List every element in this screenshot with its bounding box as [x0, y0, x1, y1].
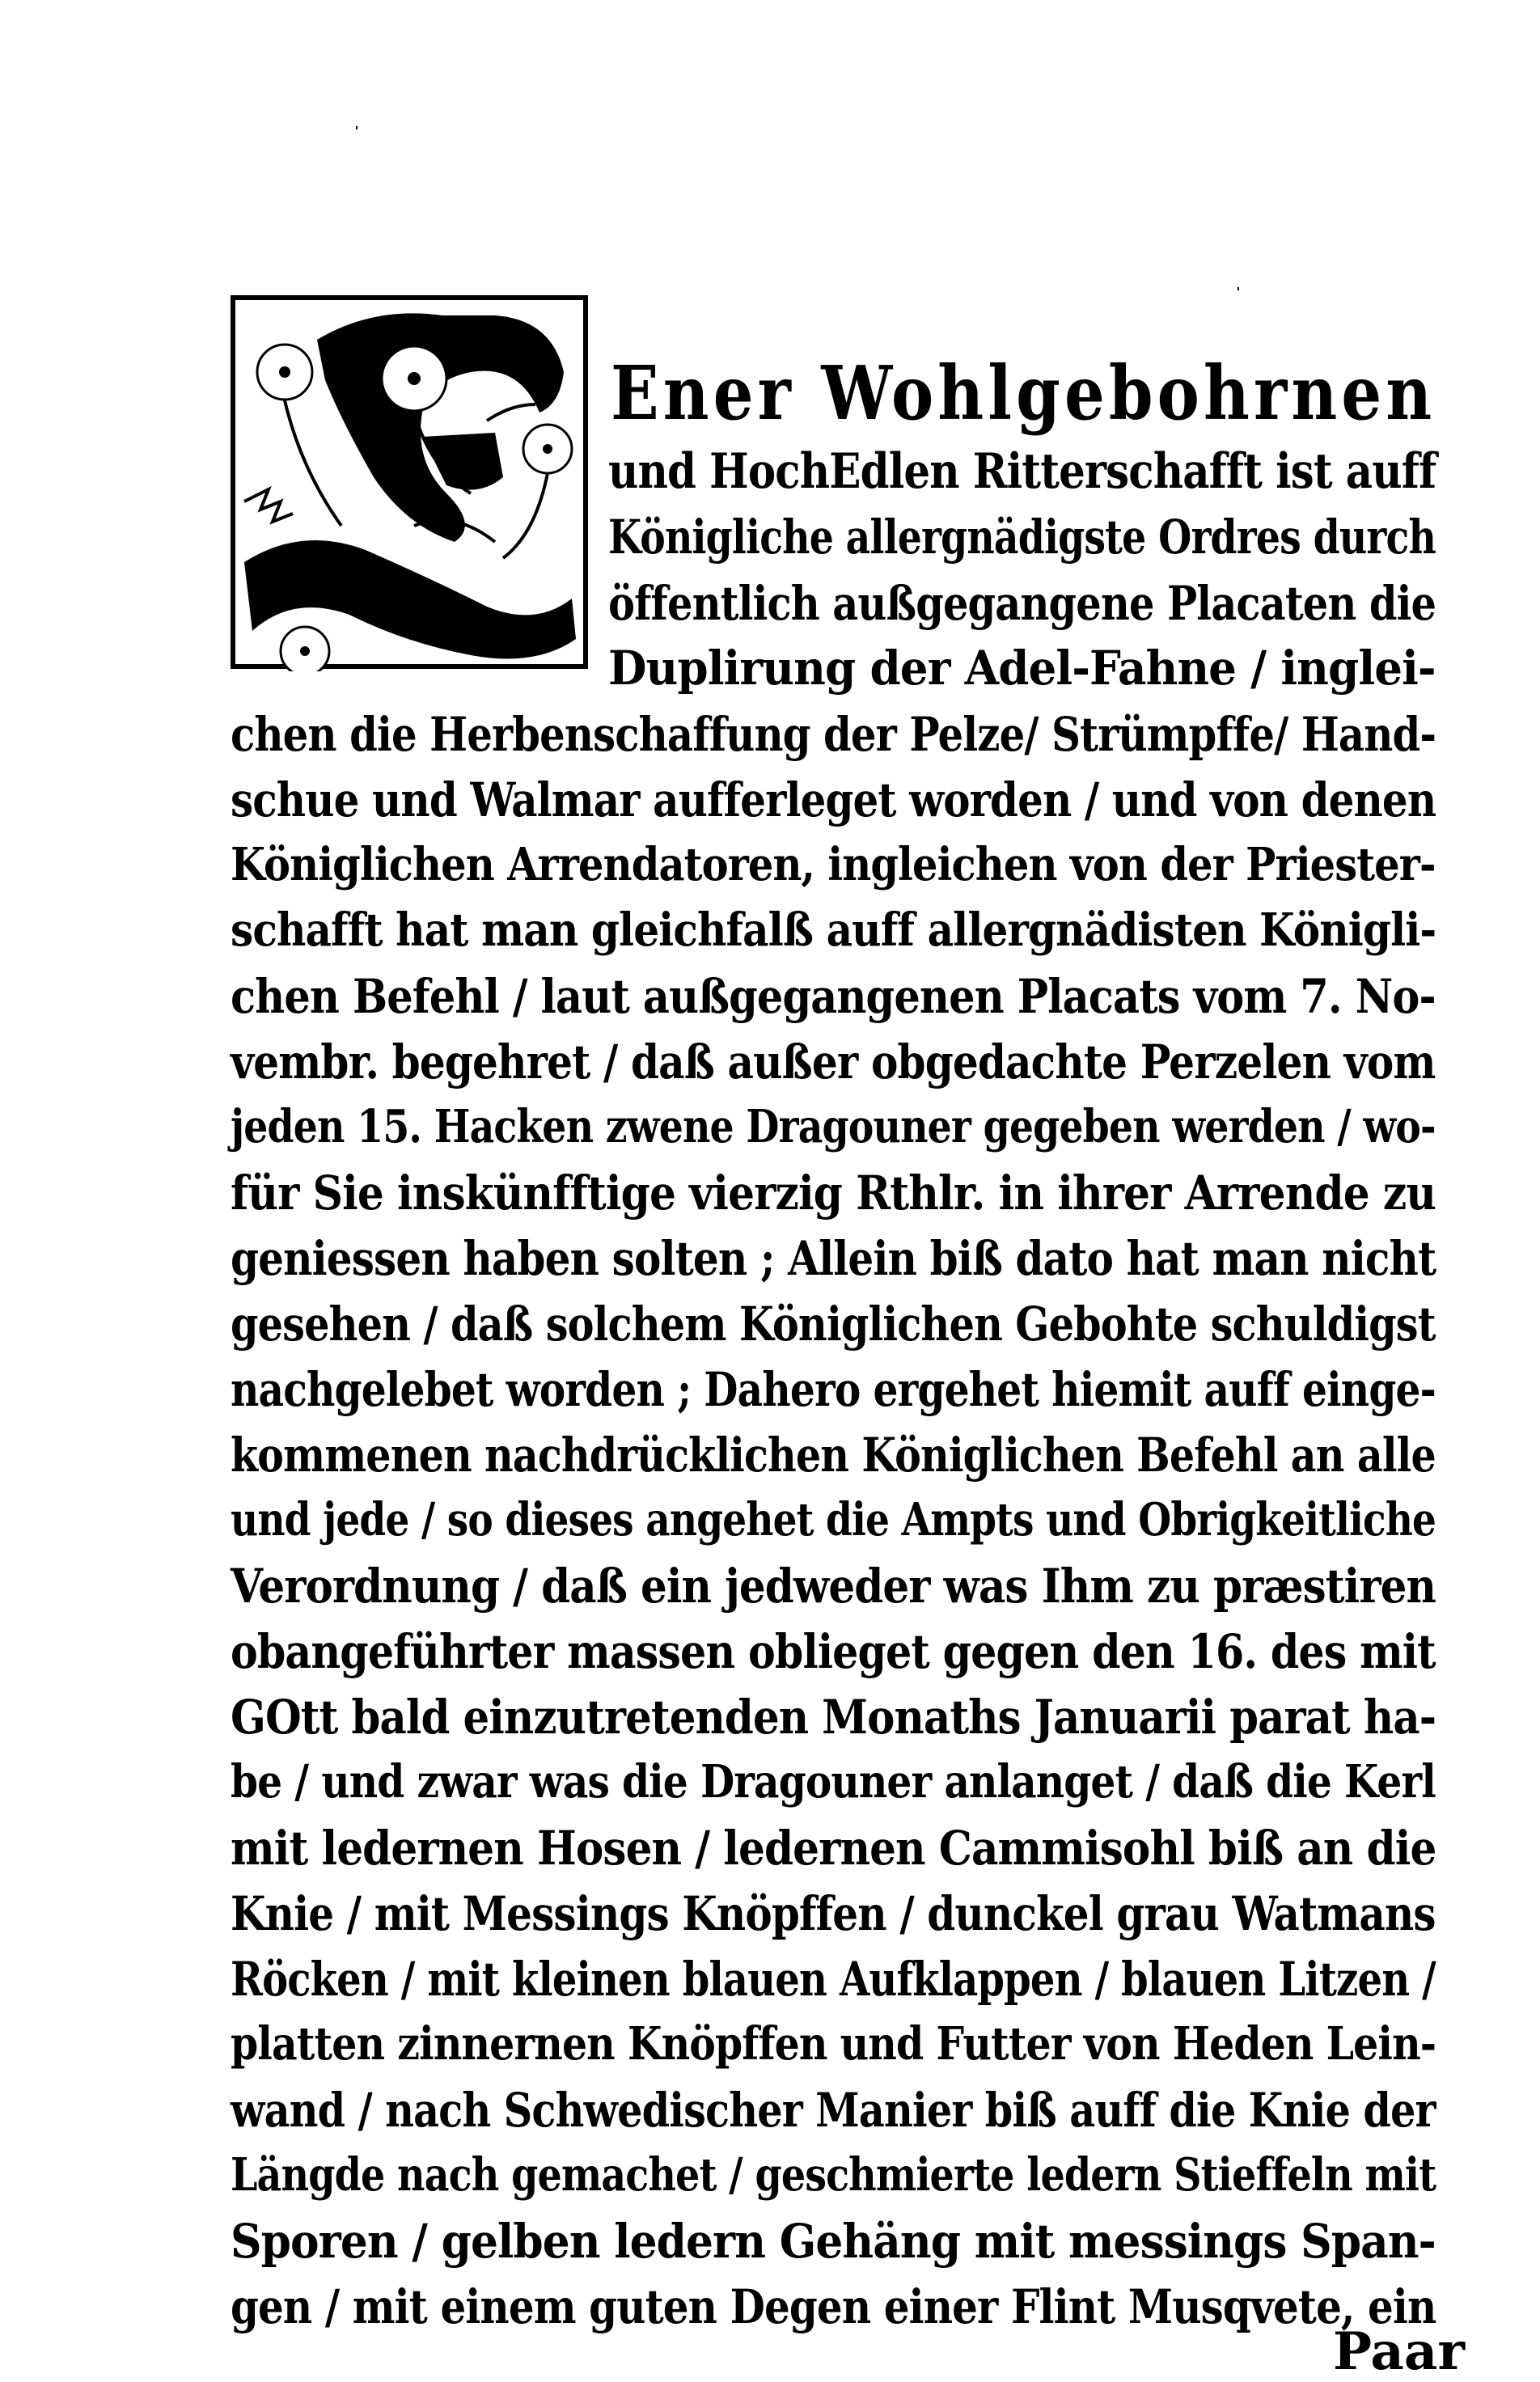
text-line: jeden 15. Hacken zwene Dragouner gegeben werden / wo-: [231, 1100, 1436, 1153]
catchword: Paar: [1333, 2321, 1466, 2382]
text-line: Königlichen Arrendatoren, ingleichen von der Priester-: [231, 838, 1436, 891]
text-line: Verordnung / daß ein jedweder was Ihm zu præstiren: [231, 1559, 1436, 1614]
text-line: wand / nach Schwedischer Manier biß auff die Knie der: [231, 2083, 1436, 2138]
text-line: Sporen / gelben ledern Gehäng mit messings Span-: [231, 2214, 1436, 2269]
floral-initial-icon: [228, 283, 596, 671]
text-line: Längde nach gemachet / geschmierte ledern Stieffeln mit: [231, 2148, 1436, 2202]
text-line: gesehen / daß solchem Königlichen Gebohte schuldigst: [231, 1297, 1436, 1352]
text-line: Duplirung der Adel-Fahne / inglei-: [608, 641, 1436, 696]
paper-speck: [1238, 287, 1239, 290]
text-line: GOtt bald einzutretenden Monaths Januarii parat ha-: [231, 1690, 1436, 1745]
drop-cap-ornament: [228, 283, 596, 671]
text-line: obangeführter massen oblieget gegen den 16. des mit: [231, 1624, 1436, 1679]
text-line: mit ledernen Hosen / ledernen Cammisohl biß an die: [231, 1821, 1436, 1876]
paper-speck: [356, 126, 358, 129]
text-line: chen die Herbenschaffung der Pelze/ Strümpffe/ Hand-: [231, 707, 1436, 762]
text-line: platten zinnernen Knöpffen und Futter von Heden Lein-: [231, 2017, 1436, 2071]
text-line: gen / mit einem guten Degen einer Flint Musqvete, ein: [231, 2279, 1436, 2334]
text-line: öffentlich außgegangene Placaten die: [608, 576, 1436, 631]
text-line: chen Befehl / laut außgegangenen Placats vom 7. No-: [231, 969, 1436, 1024]
text-line: Röcken / mit kleinen blauen Aufklappen / blauen Litzen /: [231, 1952, 1436, 2007]
text-line: vembr. begehret / daß außer obgedachte Perzelen vom: [231, 1034, 1436, 1089]
heading-text: Ener Wohlgebohrnen: [611, 349, 1436, 437]
text-line: kommenen nachdrücklichen Königlichen Befehl an alle: [231, 1428, 1436, 1483]
text-line: nachgelebet worden ; Dahero ergehet hiemit auff einge-: [231, 1362, 1436, 1417]
text-line: schafft hat man gleichfalß auff allergnädisten Königli-: [231, 903, 1436, 957]
text-line: schue und Walmar aufferleget worden / und von denen: [231, 772, 1436, 827]
text-line: für Sie inskünfftige vierzig Rthlr. in ihrer Arrende zu: [231, 1166, 1436, 1221]
text-line: Königliche allergnädigste Ordres durch: [608, 510, 1436, 565]
text-line: be / und zwar was die Dragouner anlanget / daß die Kerl: [231, 1755, 1436, 1809]
text-line: und jede / so dieses angehet die Ampts und Obrigkeitliche: [231, 1493, 1436, 1546]
text-line: geniessen haben solten ; Allein biß dato hat man nicht: [231, 1231, 1436, 1286]
text-line: und HochEdlen Ritterschafft ist auff: [608, 443, 1436, 500]
text-line: Knie / mit Messings Knöpffen / dunckel grau Watmans: [231, 1886, 1436, 1941]
